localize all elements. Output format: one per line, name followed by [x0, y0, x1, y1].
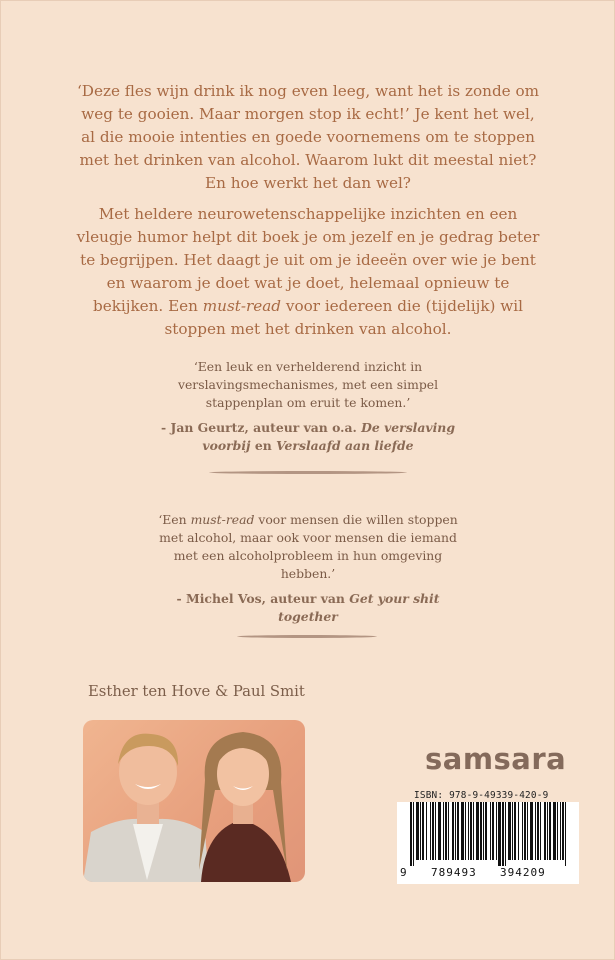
quote-2-text [150, 511, 466, 583]
quote-2-end: voor mensen die willen stoppen met alcohol, maar ook voor mensen die iemand met een alcoholprobleem in hun omgeving hebben.’ [159, 512, 458, 581]
blurb-paragraph-2-text [72, 203, 544, 341]
decorative-divider-1 [209, 471, 407, 474]
barcode-bar [553, 802, 556, 860]
quote-2-author: - Michel Vos, auteur van [176, 591, 350, 606]
barcode-bar [435, 802, 436, 860]
barcode-bar [483, 802, 484, 860]
barcode-bar [480, 802, 482, 860]
barcode-bar [544, 802, 546, 860]
barcode-bar [527, 802, 528, 860]
isbn-label: ISBN: 978-9-49339-420-9 [414, 790, 549, 801]
barcode-bar [549, 802, 551, 860]
quote-1-join: en [250, 438, 277, 453]
barcode-bar [518, 802, 519, 860]
barcode-bar [476, 802, 479, 860]
quote-2-book: Get your shit together [278, 591, 440, 624]
blurb-must-read-emphasis: must-read [202, 297, 282, 315]
barcode-bar [461, 802, 464, 860]
decorative-divider-2 [237, 635, 377, 638]
quote-1-text: ‘Een leuk en verhelderend inzicht in verslavingsmechanismes, met een simpel stappenplan om eruit te komen.’ [177, 359, 439, 410]
barcode-bar [422, 802, 424, 860]
barcode-bar [540, 802, 541, 860]
woman-sweater [201, 820, 291, 882]
barcode-bar [502, 802, 504, 866]
barcode-bar [560, 802, 561, 860]
barcode-bar [524, 802, 526, 860]
barcode-bar [430, 802, 431, 860]
barcode-bar [448, 802, 449, 860]
blurb-paragraph-2-end: voor iedereen die (tijdelijk) wil stoppen met het drinken van alcohol. [164, 297, 524, 338]
barcode-bar [498, 802, 501, 866]
barcode-bar [470, 802, 472, 860]
barcode-bar [455, 802, 456, 860]
barcode [408, 802, 572, 866]
blurb-paragraph-2 [72, 203, 544, 341]
barcode-bar [468, 802, 469, 860]
barcode-bar [537, 802, 539, 860]
barcode-bar [473, 802, 474, 860]
barcode-bar [490, 802, 491, 860]
barcode-bar [420, 802, 421, 860]
barcode-bar [562, 802, 564, 860]
author-names: Esther ten Hove & Paul Smit [88, 683, 305, 700]
barcode-digits-left: 789493 [431, 866, 477, 879]
blurb-paragraph-1-text: ‘Deze fles wijn drink ik nog even leeg, want het is zonde om weg te gooien. Maar morgen stop ik echt!’ Je kent het wel, al die mooie intenties en goede voornemens om te stoppen met het drinken van alcohol. Waarom lukt dit meestal niet? En hoe werkt het dan wel? [76, 82, 540, 192]
author-photo [83, 720, 305, 882]
quote-1-book-1: De verslaving voorbij [202, 420, 455, 453]
quote-1-author: - Jan Geurtz, auteur van o.a. [161, 420, 362, 435]
barcode-bar [438, 802, 441, 860]
barcode-bar [530, 802, 533, 860]
barcode-bar [565, 802, 566, 866]
barcode-bar [452, 802, 454, 860]
barcode-bar [485, 802, 487, 860]
barcode-bar [443, 802, 444, 860]
barcode-bar [522, 802, 523, 860]
publisher-logo: samsara [425, 742, 567, 776]
blurb-paragraph-1 [72, 80, 544, 195]
author-photo-illustration [83, 720, 305, 882]
barcode-bar [514, 802, 516, 860]
barcode-bar [426, 802, 427, 860]
barcode-bar [512, 802, 513, 860]
quote-2-must-read-emphasis: must-read [190, 512, 255, 527]
quote-2-attribution [150, 590, 466, 626]
barcode-bar [410, 802, 412, 866]
endorsement-quote-1 [150, 358, 466, 455]
barcode-bar [557, 802, 558, 860]
barcode-bar [547, 802, 548, 860]
quote-1-book-2: Verslaafd aan liefde [276, 438, 414, 453]
barcode-bar [492, 802, 494, 860]
barcode-bar [457, 802, 459, 860]
barcode-bar [445, 802, 447, 860]
barcode-bar [508, 802, 511, 860]
barcode-bar [432, 802, 434, 860]
barcode-digits-right: 394209 [500, 866, 546, 879]
endorsement-quote-2 [150, 511, 466, 626]
quote-2-start: ‘Een [158, 512, 191, 527]
barcode-bar [465, 802, 466, 860]
barcode-bar [505, 802, 506, 866]
blurb-paragraph-2-start: Met heldere neurowetenschappelijke inzichten en een vleugje humor helpt dit boek je om jezelf en je gedrag beter te begrijpen. Het daagt je uit om je ideeën over wie je bent en waarom je doet wat je doet, helemaal opnieuw te bekijken. Een [76, 205, 540, 315]
barcode-bar [535, 802, 536, 860]
barcode-bar [416, 802, 419, 860]
barcode-bar [496, 802, 497, 860]
barcode-bar [413, 802, 414, 866]
barcode-digit-first: 9 [400, 866, 407, 879]
quote-1-attribution [150, 419, 466, 455]
